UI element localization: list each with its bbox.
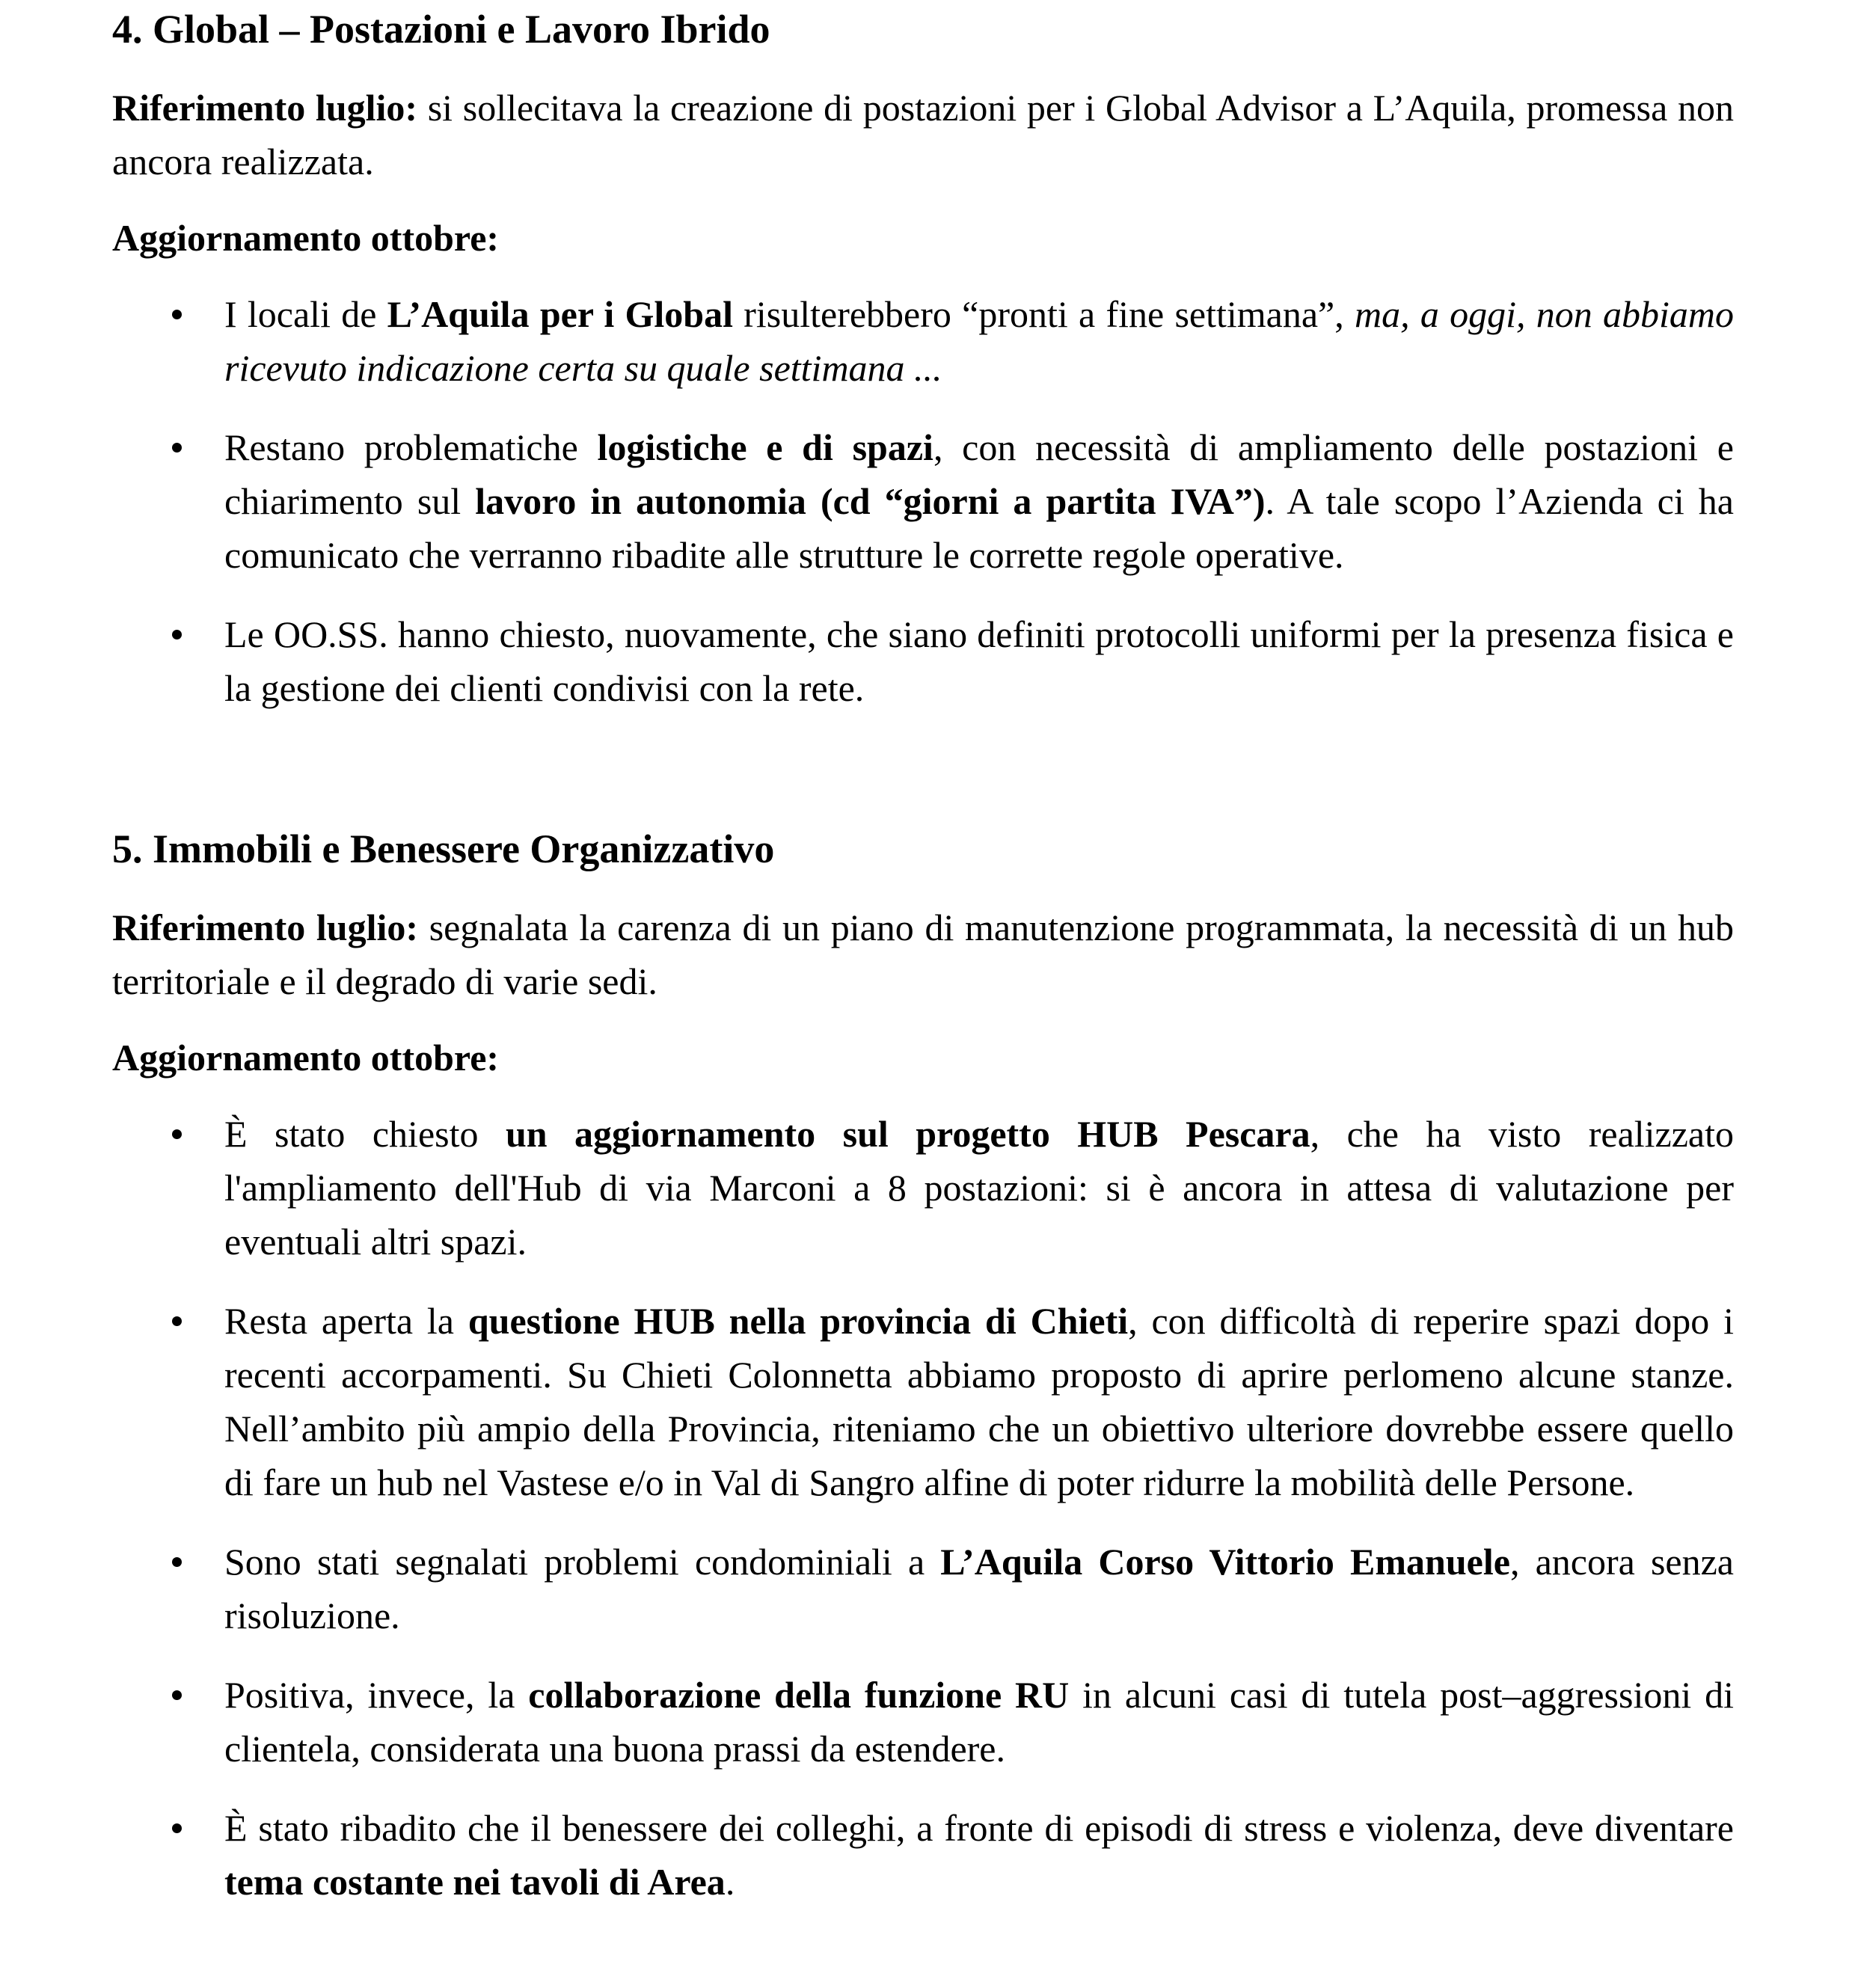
update-label-text: Aggiornamento ottobre: [112,1037,500,1079]
list-item [112,287,1734,395]
bold-run: L’Aquila per i Global [387,293,733,335]
bullet-icon [172,630,182,639]
bullet-icon [172,1557,182,1567]
bold-run: tema costante nei tavoli di Area [224,1861,726,1903]
section-heading: 4. Global – Postazioni e Lavoro Ibrido [112,7,770,52]
bullet-list [112,1107,1734,1909]
list-item [112,1294,1734,1509]
text-run: Restano problematiche [224,426,598,468]
text-run: . A tale scopo l’Azienda ci ha comunicato che verranno ribadite alle strutture le corrette regole operative. [224,480,1734,576]
bullet-icon [172,1129,182,1139]
list-item [112,1107,1734,1268]
text-run: Positiva, invece, la [224,1674,529,1716]
text-run: È stato chiesto [224,1113,506,1155]
reference-paragraph [112,81,1734,188]
text-run: I locali de [224,293,387,335]
text-run: , che ha visto realizzato l'ampliamento dell'Hub di via Marconi a 8 postazioni: si è ancora in attesa di valutazione per eventuali altri spazi. [224,1113,1735,1263]
text-run: in alcuni casi di tutela post–aggressioni di clientela, considerata una buona prassi da estendere. [224,1674,1734,1770]
section-global [112,0,1734,715]
reference-paragraph [112,901,1734,1008]
bold-run: collaborazione della funzione RU [528,1674,1070,1716]
text-run: , con difficoltà di reperire spazi dopo i recenti accorpamenti. Su Chieti Colonnetta abbiamo proposto di aprire perlomeno alcune stanze. Nell’ambito più ampio della Provincia, riteniamo che un obiettivo ulteriore dovrebbe essere quello di fare un hub nel Vastese e/o in Val di Sangro alfine di poter ridurre la mobilità delle Persone. [224,1300,1734,1503]
text-run: Resta aperta la [224,1300,468,1342]
update-label [112,211,1734,265]
reference-text: segnalata la carenza di un piano di manutenzione programmata, la necessità di un hub territoriale e il degrado di varie sedi. [112,906,1734,1002]
list-item [112,1668,1734,1776]
reference-label: Riferimento luglio: [112,87,418,129]
bullet-icon [172,1316,182,1326]
bullet-icon [172,1823,182,1833]
bold-run: questione HUB nella provincia di Chieti [467,1300,1129,1342]
bullet-icon [172,310,182,319]
reference-label: Riferimento luglio: [112,906,419,948]
update-label-text: Aggiornamento ottobre: [112,217,500,259]
section-heading: 5. Immobili e Benessere Organizzativo [112,826,775,871]
reference-text: si sollecitava la creazione di postazioni per i Global Advisor a L’Aquila, promessa non ancora realizzata. [112,87,1734,182]
list-item [112,420,1734,582]
text-run: Sono stati segnalati problemi condominiali a [224,1541,941,1583]
list-item [112,1801,1734,1909]
section-immobili [112,826,1735,1909]
italic-run: ma, a oggi, non abbiamo ricevuto indicazione certa su quale settimana ... [224,293,1734,389]
bold-run: un aggiornamento sul progetto HUB Pescara [505,1113,1310,1155]
text-run: , con necessità di ampliamento delle postazioni e chiarimento sul [224,426,1734,522]
text-run: Le OO.SS. hanno chiesto, nuovamente, che siano definiti protocolli uniformi per la presenza fisica e la gestione dei clienti condivisi con la rete. [224,613,1734,709]
text-run: risulterebbero “pronti a fine settimana”, [732,293,1355,335]
bold-run: logistiche e di spazi [597,426,933,468]
bold-run: lavoro in autonomia (cd “giorni a partita IVA”) [475,480,1266,522]
list-item [112,607,1734,715]
text-run: , ancora senza risoluzione. [224,1541,1734,1636]
bullet-list [112,287,1734,715]
list-item [112,1535,1734,1642]
bullet-icon [172,1690,182,1700]
text-run: . [725,1861,735,1903]
update-label [112,1031,1734,1084]
text-run: È stato ribadito che il benessere dei colleghi, a fronte di episodi di stress e violenza, deve diventare [224,1807,1734,1849]
bullet-icon [172,443,182,452]
bold-run: L’Aquila Corso Vittorio Emanuele [940,1541,1510,1583]
